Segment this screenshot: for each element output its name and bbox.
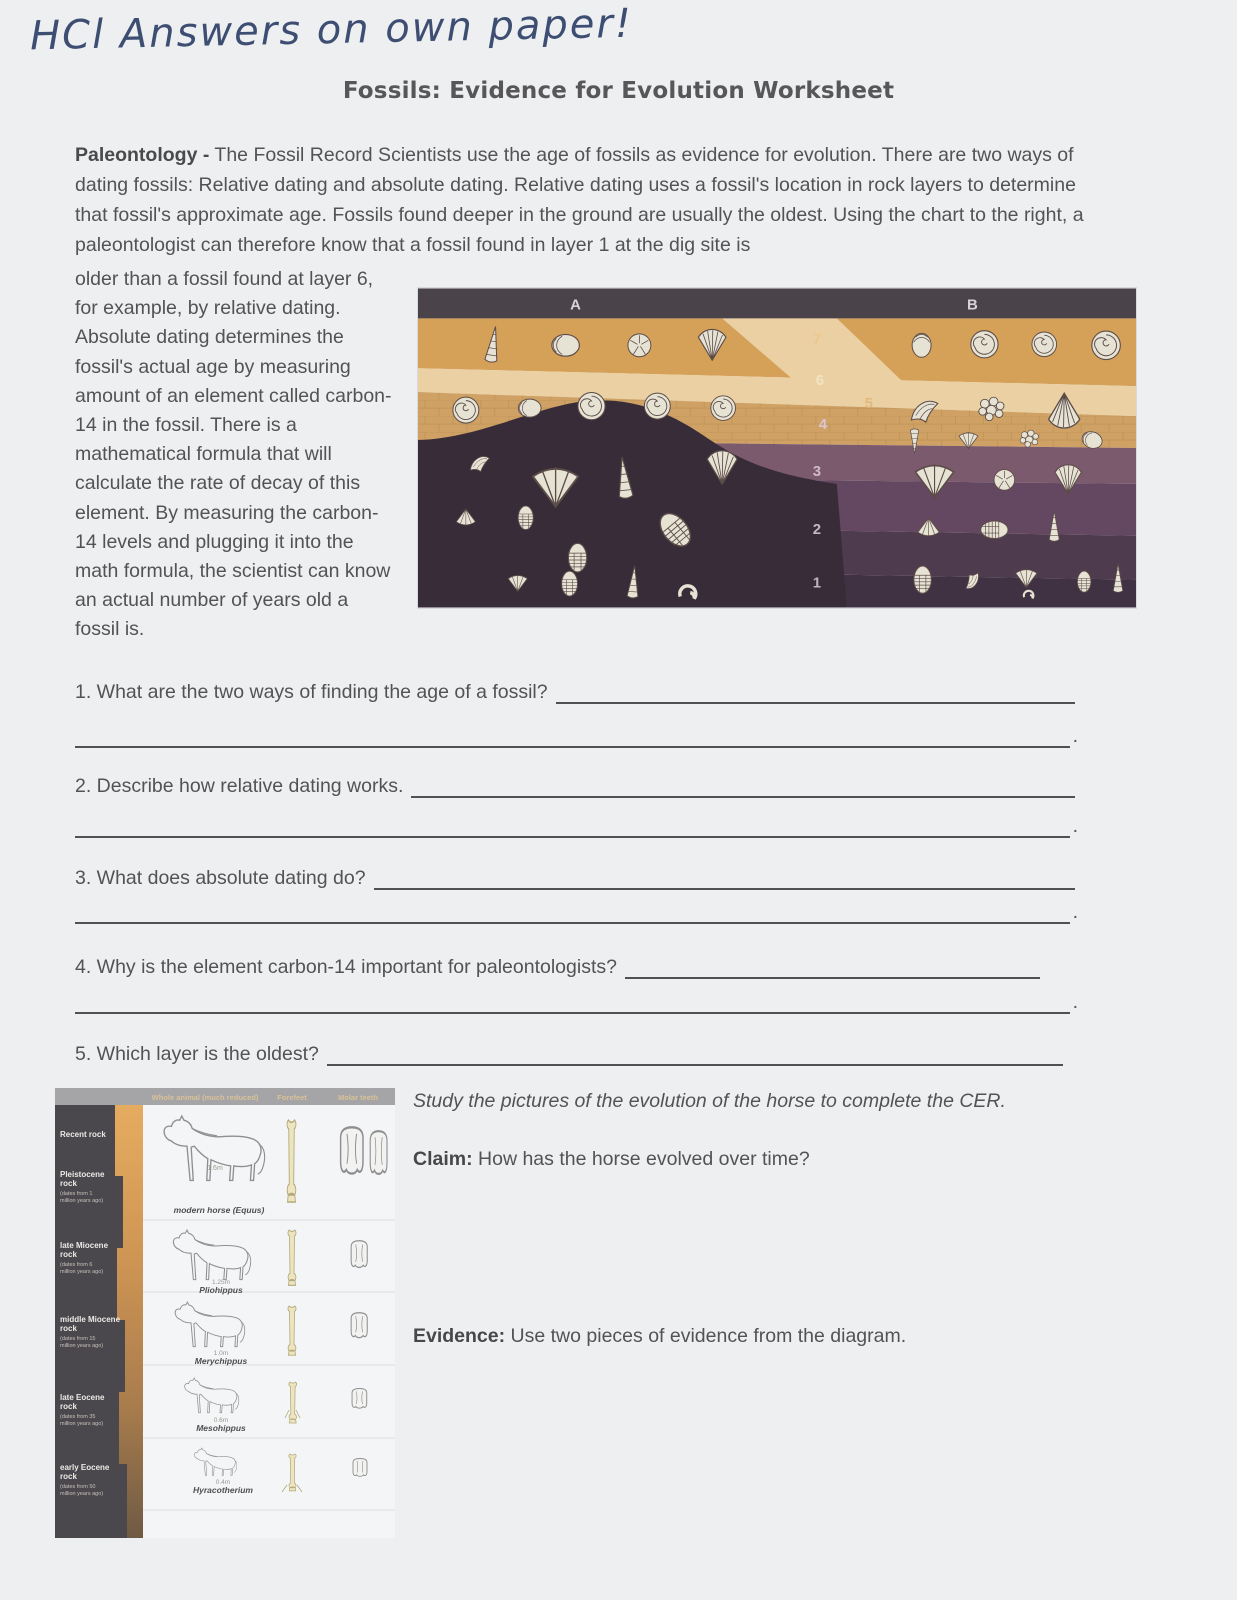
rock-label-recent: Recent rock: [60, 1130, 106, 1139]
species-caption: Hyracotherium: [193, 1485, 253, 1495]
fossil-record-svg: [418, 288, 1136, 608]
rock-strata: [418, 318, 1136, 607]
question-1-continuation: [75, 722, 1078, 748]
layer-number-7: 7: [812, 330, 822, 348]
svg-text:million years ago): million years ago): [60, 1198, 104, 1204]
height-label: 1.25m: [211, 1279, 231, 1286]
intro-lead-text: The Fossil Record Scientists use the age of fossils as evidence for evolution. There are two ways of dating fossils: Relative dating and absolute dating. Relative dating uses a fossil's location in rock layers to determine that fossil's approximate age. Fossils found deeper in the ground are usually the oldest. Using the chart to the right, a paleontologist can therefore know that a fossil found in layer 1 at the dig site is: [75, 144, 1084, 256]
claim-text: How has the horse evolved over time?: [478, 1148, 810, 1170]
site-a-label: A: [570, 296, 581, 314]
intro-paragraph: [75, 140, 1107, 260]
svg-text:early Eocene: early Eocene: [60, 1463, 110, 1472]
figure-header-band: [418, 288, 1136, 318]
svg-text:(dates from 50: (dates from 50: [60, 1484, 96, 1490]
answer-blank: [374, 864, 1075, 890]
question-3-text: 3. What does absolute dating do?: [75, 867, 366, 889]
species-caption: Mesohippus: [196, 1423, 246, 1433]
answer-blank: [556, 678, 1075, 704]
height-label: 0.4m: [215, 1479, 231, 1486]
header-forefeet: Forefeet: [277, 1093, 307, 1102]
svg-text:Pleistocene: Pleistocene: [60, 1170, 105, 1179]
line-end-period: .: [1072, 725, 1078, 747]
svg-text:late Eocene: late Eocene: [60, 1393, 105, 1402]
layer-number-6: 6: [815, 372, 825, 390]
fossil-record-figure: [417, 287, 1137, 609]
question-5: [75, 1040, 1063, 1066]
answer-blank: [327, 1040, 1063, 1066]
height-label: 1.0m: [213, 1350, 229, 1357]
intro-column-text: older than a fossil found at layer 6, for example, by relative dating. Absolute dating determines the fossil's actual age by measuring amount of an element called carbon- 14 in the fossil. There is a mathematical formula that will calculate the rate of decay of this element. By measuring the carbon-14 levels and plugging it into the math formula, the scientist can know an actual number of years old a fossil is.: [75, 268, 392, 641]
svg-text:(dates from 35: (dates from 35: [60, 1414, 96, 1420]
cer-instruction: Study the pictures of the evolution of the horse to complete the CER.: [413, 1090, 1006, 1112]
handwritten-note: HCl Answers on own paper!: [29, 0, 634, 60]
header-whole-animal: Whole animal (much reduced): [151, 1093, 259, 1102]
answer-blank: [411, 772, 1075, 798]
layer-number-5: 5: [864, 395, 873, 413]
layer-number-4: 4: [818, 416, 828, 434]
height-label: 0.6m: [213, 1417, 229, 1424]
worksheet-title: Fossils: Evidence for Evolution Worksheet: [342, 78, 895, 104]
species-caption: Pliohippus: [199, 1285, 243, 1295]
horse-evolution-svg: [55, 1080, 395, 1545]
layer-number-2: 2: [812, 520, 822, 538]
intro-bold-lead: Paleontology -: [75, 144, 210, 166]
question-2-continuation: [75, 812, 1078, 838]
svg-text:(dates from 1: (dates from 1: [60, 1191, 93, 1197]
svg-text:rock: rock: [60, 1250, 77, 1259]
question-3-continuation: [75, 898, 1078, 924]
svg-text:million years ago): million years ago): [60, 1343, 104, 1349]
question-4-continuation: [75, 988, 1078, 1014]
svg-text:(dates from 15: (dates from 15: [60, 1336, 96, 1342]
svg-text:rock: rock: [60, 1324, 77, 1333]
question-1-text: 1. What are the two ways of finding the age of a fossil?: [75, 681, 548, 703]
answer-blank: [625, 953, 1040, 979]
question-4: [75, 953, 1040, 979]
svg-text:million years ago): million years ago): [60, 1421, 104, 1427]
horse-evolution-figure: [55, 1080, 395, 1545]
answer-blank: [75, 898, 1070, 924]
svg-text:middle Miocene: middle Miocene: [60, 1315, 121, 1324]
site-b-label: B: [967, 296, 978, 314]
evidence-text: Use two pieces of evidence from the diagram.: [510, 1325, 907, 1347]
question-5-text: 5. Which layer is the oldest?: [75, 1043, 319, 1065]
line-end-period: .: [1072, 991, 1078, 1013]
question-3: [75, 864, 1075, 890]
question-1: [75, 678, 1075, 704]
answer-blank: [75, 812, 1070, 838]
claim-label: Claim:: [413, 1148, 473, 1170]
evidence-line: [413, 1325, 1113, 1348]
svg-text:rock: rock: [60, 1472, 77, 1481]
species-caption: Merychippus: [194, 1356, 248, 1366]
line-end-period: .: [1072, 815, 1078, 837]
question-2: [75, 772, 1075, 798]
answer-blank: [75, 722, 1070, 748]
question-4-text: 4. Why is the element carbon-14 important for paleontologists?: [75, 956, 617, 978]
question-2-text: 2. Describe how relative dating works.: [75, 775, 404, 797]
answer-blank: [75, 988, 1070, 1014]
layer-number-1: 1: [812, 574, 822, 592]
claim-line: [413, 1148, 1113, 1171]
line-end-period: .: [1072, 901, 1078, 923]
header-molar-teeth: Molar teeth: [337, 1093, 379, 1102]
species-caption: modern horse (Equus): [173, 1205, 265, 1215]
svg-text:million years ago): million years ago): [60, 1269, 104, 1275]
layer-number-3: 3: [812, 462, 822, 480]
svg-text:million years ago): million years ago): [60, 1491, 104, 1497]
svg-text:rock: rock: [60, 1179, 77, 1188]
svg-text:rock: rock: [60, 1402, 77, 1411]
height-label: 1.6m: [207, 1165, 223, 1172]
evidence-label: Evidence:: [413, 1325, 506, 1347]
svg-text:late Miocene: late Miocene: [60, 1241, 109, 1250]
svg-text:(dates from 6: (dates from 6: [60, 1262, 93, 1268]
